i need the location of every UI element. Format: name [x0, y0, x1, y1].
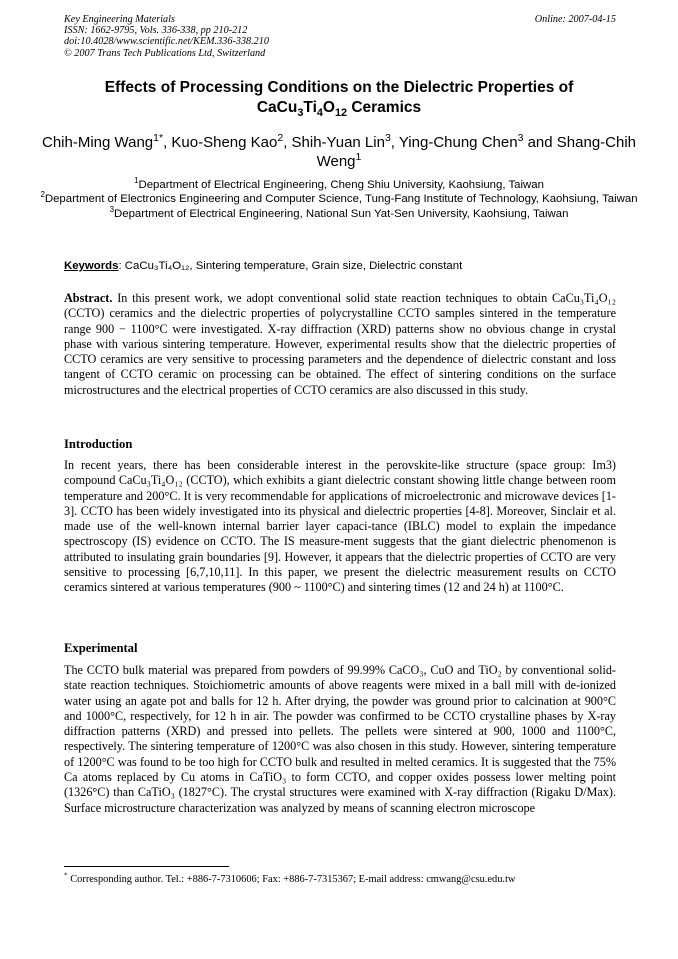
doi-line: doi:10.4028/www.scientific.net/KEM.336-338.210: [64, 36, 269, 48]
affiliation-text: Department of Electrical Engineering, Cheng Shiu University, Kaohsiung, Taiwan: [138, 179, 544, 191]
affiliation: [40, 192, 638, 206]
abstract-text: In this present work, we adopt conventional solid state reaction techniques to obtain CaCu₃Ti₄O₁₂ (CCTO) ceramics and the dielectric properties of polycrystalline CCTO samples sintered in the temperature range 900 − 1100°C were investigated. X-ray diffraction (XRD) patterns show no obvious change in crystal phase with various sintering temperature. However, experimental results show that the dielectric properties of CCTO ceramics are very sensitive to processing parameters and the dependence of dielectric constant and loss tangent of CCTO ceramic on processing can be obtained. The effect of sintering conditions on the surface microstructures and the electrical properties of CCTO ceramics are also discussed in this study.: [64, 291, 616, 397]
copyright-line: © 2007 Trans Tech Publications Ltd, Switzerland: [64, 47, 266, 59]
affiliation-list: [40, 178, 638, 221]
affiliation-text: Department of Electrical Engineering, National Sun Yat-Sen University, Kaohsiung, Taiwan: [114, 207, 569, 220]
abstract-label: Abstract.: [64, 291, 113, 305]
title-suffix: Ceramics: [347, 99, 422, 116]
issn-line: ISSN: 1662-9795, Vols. 336-338, pp 210-212: [64, 25, 248, 37]
author-name: Kuo-Sheng Kao: [171, 134, 278, 151]
affiliation-mark: 2: [40, 190, 45, 200]
running-header: [64, 14, 616, 59]
footnote-mark: *: [64, 871, 68, 880]
formula-element: O: [322, 99, 335, 116]
author-affiliation-mark: 1*: [153, 132, 164, 144]
abstract: [64, 291, 616, 398]
keywords-line: [64, 259, 616, 273]
author-name: Ying-Chung Chen: [398, 134, 518, 151]
experimental-heading: Experimental: [64, 641, 138, 655]
footnote-text: Corresponding author. Tel.: +886-7-7310606; Fax: +886-7-7315367; E-mail address: cmwang@csu.edu.tw: [67, 874, 516, 885]
author-separator: ,: [390, 134, 399, 151]
formula-subscript: 3: [297, 107, 304, 120]
journal-name: Key Engineering Materials: [64, 14, 175, 25]
title-formula: [256, 99, 348, 120]
author-separator: ,: [283, 134, 292, 151]
affiliation: [40, 207, 638, 221]
title-line-1: Effects of Processing Conditions on the Dielectric Properties of: [104, 79, 574, 96]
introduction-heading: Introduction: [64, 437, 133, 451]
experimental-text: The CCTO bulk material was prepared from powders of 99.99% CaCO₃, CuO and TiO₂ by conventional solid-state reaction techniques. Stoichiometric amounts of above reagents were mixed in a ball mill with de-ionized water using an agate pot and balls for 12 h. After drying, the powder was ground prior to calcination at 900°C and 1000°C, respectively, for 12 h in air. The powder was confirmed to be CCTO crystalline phases by X-ray diffraction patterns (XRD) and pressed into pellets. The pellets were sintered at 900, 1000 and 1100°C, respectively. The sintering temperature of 1200°C was also chosen in this study. However, sintering temperature of 1200°C was found to be too high for CCTO bulk and resulted in melted ceramics. It is suggested that the 75% Ca atoms replaced by Cu atoms in CaTiO₃ to form CCTO, and copper oxides possess lower melting point (1326°C) than CaTiO₃ (1827°C). The crystal structures were examined with X-ray diffraction (Rigaku D/Max). Surface microstructure characterization was analyzed by means of scanning electron microscope: [64, 663, 616, 815]
author-name: Shang-Chih Weng: [316, 134, 636, 170]
affiliation: [40, 178, 638, 192]
formula-element: CaCu: [256, 99, 298, 116]
author-affiliation-mark: 2: [277, 132, 284, 144]
title-line-2: [40, 98, 638, 118]
footnote-divider: [64, 866, 229, 867]
affiliation-mark: 1: [134, 176, 139, 186]
author-affiliation-mark: 3: [384, 132, 391, 144]
footnote: [64, 871, 624, 886]
author-affiliation-mark: 3: [517, 132, 524, 144]
paper-title: [40, 78, 638, 118]
author-separator: ,: [163, 134, 172, 151]
keywords-text: : CaCu₃Ti₄O₁₂, Sintering temperature, Grain size, Dielectric constant: [118, 260, 463, 272]
author-name: Shih-Yuan Lin: [291, 134, 385, 151]
keywords-label: Keywords: [64, 260, 119, 272]
online-date: Online: 2007-04-15: [534, 14, 616, 25]
author-list: [40, 133, 638, 171]
author-affiliation-mark: 1: [355, 151, 362, 163]
formula-subscript: 12: [334, 107, 348, 120]
author-name: Chih-Ming Wang: [41, 134, 154, 151]
introduction-text: In recent years, there has been considerable interest in the perovskite-like structure (space group: Im3) compound CaCu₃Ti₄O₁₂ (CCTO), which exhibits a giant dielectric constant showing little change between room temperature and 200°C. It is very recommendable for applications of microelectronic and microwave devices [1-3]. CCTO has been widely investigated into its physical and dielectric properties [4-8]. Moreover, Sinclair et al. made use of the well-known internal barrier layer capaci-tance (IBLC) model to explain the impedance spectroscopy (IS) evidence on CCTO. The IS measure-ment suggests that the giant dielectric phenomenon is attributed to insulating grain boundaries [9]. However, it appears that the dielectric properties of CCTO are very sensitive to processing [6,7,10,11]. In this paper, we present the dielectric measurement results on CCTO ceramics sintered at various temperatures (900 ~ 1100°C) and sintering times (12 and 24 h) at 1100°C.: [64, 458, 616, 595]
affiliation-mark: 3: [109, 205, 115, 215]
formula-element: Ti: [303, 99, 317, 116]
formula-subscript: 4: [316, 107, 323, 120]
author-separator: and: [523, 134, 557, 151]
affiliation-text: Department of Electronics Engineering and Computer Science, Tung-Fang Institute of Technology, Kaohsiung, Taiwan: [44, 193, 638, 206]
